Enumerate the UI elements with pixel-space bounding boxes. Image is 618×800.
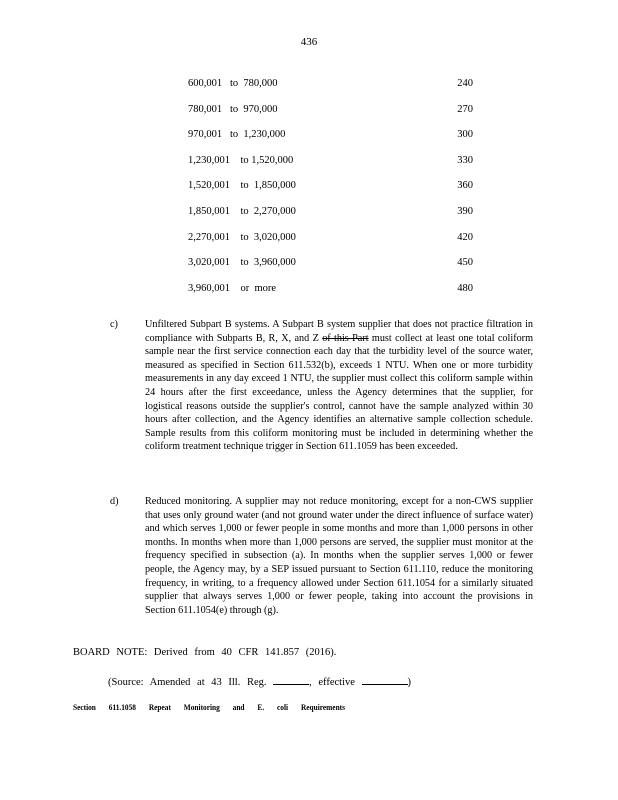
item-c-struck-text: of this Part (322, 332, 369, 344)
sample-count: 480 (457, 282, 473, 294)
sample-count: 360 (457, 180, 473, 192)
table-row (188, 129, 473, 155)
source-prefix: (Source: Amended at 43 Ill. Reg. (108, 677, 267, 688)
section-heading: Section 611.1058 Repeat Monitoring and E. coli Requirements (73, 703, 345, 712)
table-row (188, 257, 473, 283)
item-d-text: Reduced monitoring. A supplier may not reduce monitoring, except for a non-CWS supplier that uses only ground water (and not ground water under the direct influence of surface water) and which serves 1,000 or fewer people in some months and more than 1,000 persons in other months. In months when more than 1,000 persons are served, the supplier must monitor at the frequency specified in subsection (a). In months when the supplier serves 1,000 or fewer people, the Agency may, by a SEP issued pursuant to Section 611.110, reduce the monitoring frequency, in writing, to a frequency allowed under Section 611.1054 for a similarly situated supplier that always serves 1,000 or fewer people, taking into account the provisions in Section 611.1054(e) through (g). (145, 496, 533, 616)
table-row (188, 180, 473, 206)
population-range: 600,001 to 780,000 (188, 78, 278, 89)
source-note (108, 674, 411, 688)
table-row (188, 206, 473, 232)
sample-count: 420 (457, 231, 473, 243)
item-c-label: c) (110, 319, 118, 330)
population-range: 1,230,001 to 1,520,000 (188, 154, 294, 166)
source-suffix: ) (407, 677, 412, 688)
table-row (188, 78, 473, 104)
population-range: 1,850,001 to 2,270,000 (188, 205, 296, 217)
sample-count: 270 (457, 103, 473, 115)
sample-count: 450 (457, 257, 473, 269)
date-blank (362, 674, 408, 685)
source-mid: , effective (309, 677, 355, 688)
sample-count: 330 (457, 154, 473, 166)
population-range: 780,001 to 970,000 (188, 103, 278, 115)
monitoring-frequency-table (188, 78, 473, 308)
page-number: 436 (300, 36, 318, 48)
table-row (188, 232, 473, 258)
board-note: BOARD NOTE: Derived from 40 CFR 141.857 (2016). (73, 647, 337, 658)
population-range: 2,270,001 to 3,020,000 (188, 231, 296, 243)
table-row (188, 283, 473, 309)
table-row (188, 155, 473, 181)
sample-count: 390 (457, 205, 473, 217)
population-range: 3,960,001 or more (188, 282, 277, 294)
table-row (188, 104, 473, 130)
sample-count: 240 (457, 78, 473, 89)
population-range: 1,520,001 to 1,850,000 (188, 180, 296, 192)
item-c-text-before: Unfiltered Subpart B systems. A Subpart B system supplier that does not practice filtration in compliance with Subparts B, R, X, and Z (145, 319, 533, 344)
population-range: 3,020,001 to 3,960,000 (188, 257, 296, 269)
item-c-text (145, 318, 533, 454)
item-c-text-after: must collect at least one total coliform sample near the first service connection each day that the turbidity level of the source water, measured as specified in Section 611.532(b), exceeds 1 NTU. When one or more turbidity measurements in any day exceed 1 NTU, the supplier must collect this coliform sample within 24 hours after the first exceedance, unless the Agency determines that the supplier, for logistical reasons outside the supplier's control, cannot have the sample analyzed within 30 hours after collection, and the Agency identifies an alternative sample collection schedule. Sample results from this coliform monitoring must be included in determining whether the coliform treatment technique trigger in Section 611.1059 has been exceeded. (145, 332, 533, 453)
sample-count: 300 (457, 129, 473, 141)
item-d-label: d) (110, 496, 119, 507)
volume-blank (273, 674, 309, 685)
population-range: 970,001 to 1,230,000 (188, 129, 286, 141)
